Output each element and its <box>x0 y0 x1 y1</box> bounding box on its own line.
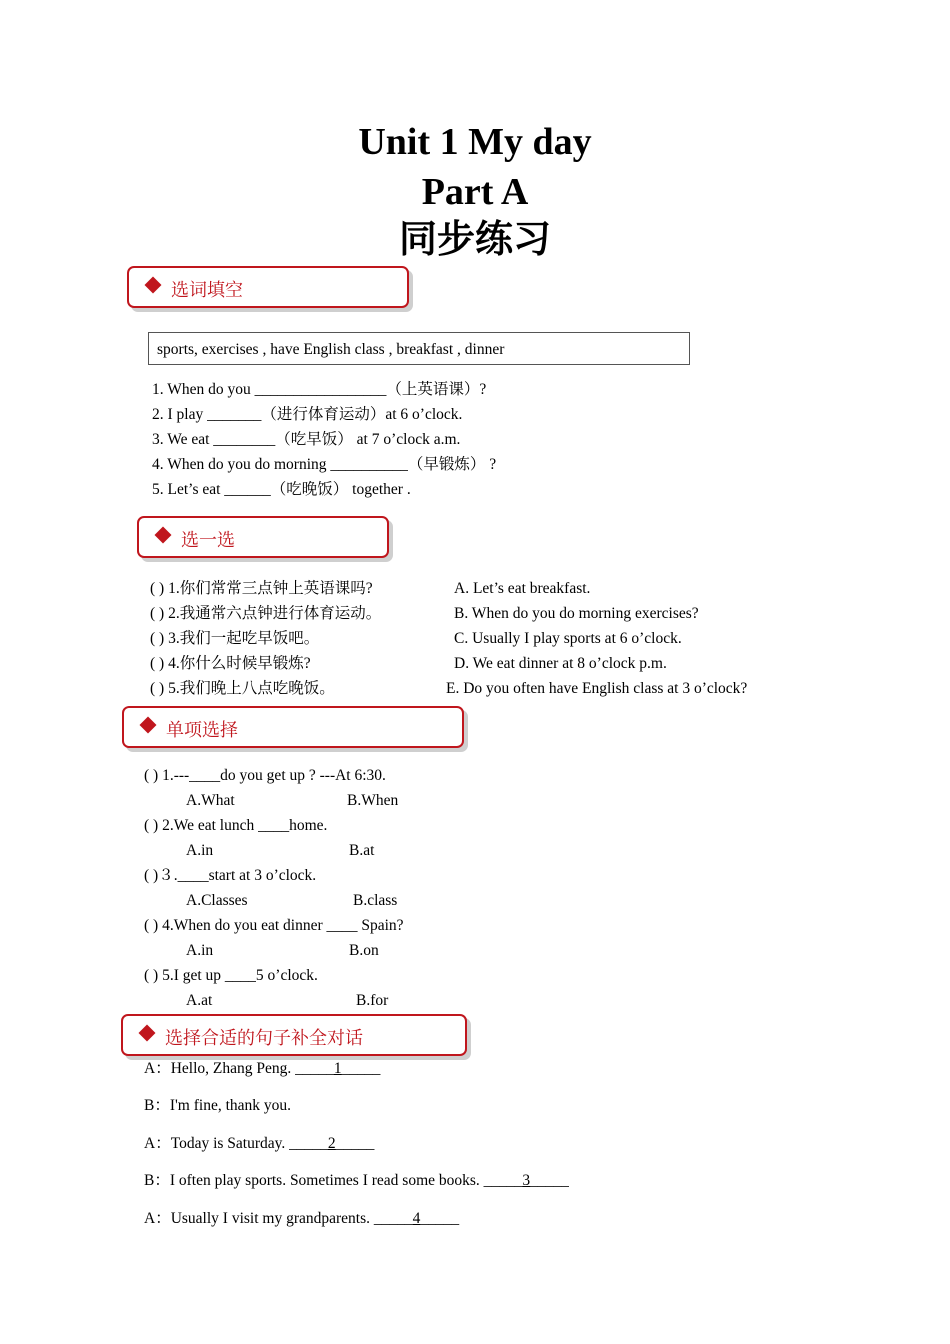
fill-blank-item: 3. We eat ________（吃早饭） at 7 o’clock a.m. <box>152 431 461 448</box>
choice-option-b: B.When <box>347 792 399 809</box>
blank-number: 3 <box>522 1172 531 1189</box>
choice-question: ( ) 1.---____do you get up ? ---At 6:30. <box>144 767 386 784</box>
section-label: 选择合适的句子补全对话 <box>165 1028 363 1049</box>
choice-question: ( ) 4.When do you eat dinner ____ Spain? <box>144 917 404 934</box>
section-label: 选词填空 <box>171 280 243 301</box>
choice-question: ( )３.____start at 3 o’clock. <box>144 867 317 884</box>
dialogue-line: A：Usually I visit my grandparents. _____4_____ <box>144 1210 460 1227</box>
choice-option-b: B.class <box>353 892 398 909</box>
choice-question: ( ) 2.We eat lunch ____home. <box>144 817 328 834</box>
diamond-icon <box>155 527 172 544</box>
dialogue-line: A：Hello, Zhang Peng. _____1_____ <box>144 1060 381 1077</box>
matching-left-item: ( ) 1.你们常常三点钟上英语课吗? <box>150 580 373 597</box>
section-header-matching <box>137 516 389 558</box>
matching-left-item: ( ) 3.我们一起吃早饭吧。 <box>150 630 320 647</box>
choice-option-a: A.in <box>186 942 214 959</box>
choice-option-a: A.Classes <box>186 892 248 909</box>
matching-left-item: ( ) 4.你什么时候早锻炼? <box>150 655 311 672</box>
choice-option-b: B.for <box>356 992 389 1009</box>
section-header-dialogue <box>121 1014 467 1056</box>
diamond-icon <box>140 717 157 734</box>
choice-question: ( ) 5.I get up ____5 o’clock. <box>144 967 318 984</box>
page-subtitle: Part A <box>421 171 529 213</box>
blank-number: 2 <box>327 1135 336 1152</box>
matching-left-item: ( ) 2.我通常六点钟进行体育运动。 <box>150 605 382 622</box>
fill-blank-item: 2. I play _______（进行体育运动）at 6 o’clock. <box>152 406 463 423</box>
page-title: Unit 1 My day <box>358 121 592 163</box>
section-header-multiple-choice <box>122 706 464 748</box>
section-label: 单项选择 <box>166 720 238 741</box>
matching-right-item: B. When do you do morning exercises? <box>454 605 699 622</box>
word-bank <box>148 332 690 365</box>
fill-blank-item: 5. Let’s eat ______（吃晚饭） together . <box>152 481 411 498</box>
matching-right-item: A. Let’s eat breakfast. <box>454 580 591 597</box>
section-header-fill-words <box>127 266 409 308</box>
dialogue-line: B：I'm fine, thank you. <box>144 1097 292 1114</box>
page-heading-chinese: 同步练习 <box>398 217 551 261</box>
matching-right-item: D. We eat dinner at 8 o’clock p.m. <box>454 655 667 672</box>
fill-blank-item: 4. When do you do morning __________（早锻炼） ? <box>152 456 497 473</box>
diamond-icon <box>145 277 162 294</box>
choice-option-a: A.in <box>186 842 214 859</box>
diamond-icon <box>139 1025 156 1042</box>
section-label: 选一选 <box>181 530 235 551</box>
fill-blank-item: 1. When do you _________________（上英语课）? <box>152 381 487 398</box>
word-bank-text: sports, exercises , have English class , breakfast , dinner <box>157 341 505 358</box>
blank-number: 4 <box>412 1210 421 1227</box>
choice-option-a: A.What <box>186 792 235 809</box>
matching-right-item: C. Usually I play sports at 6 o’clock. <box>454 630 682 647</box>
matching-right-item: E. Do you often have English class at 3 o’clock? <box>446 680 748 697</box>
choice-option-b: B.at <box>349 842 375 859</box>
choice-option-a: A.at <box>186 992 213 1009</box>
dialogue-line: A：Today is Saturday. _____2_____ <box>144 1135 375 1152</box>
blank-number: 1 <box>333 1060 342 1077</box>
dialogue-line: B：I often play sports. Sometimes I read some books. _____3_____ <box>144 1172 569 1189</box>
matching-left-item: ( ) 5.我们晚上八点吃晚饭。 <box>150 680 335 697</box>
choice-option-b: B.on <box>349 942 379 959</box>
